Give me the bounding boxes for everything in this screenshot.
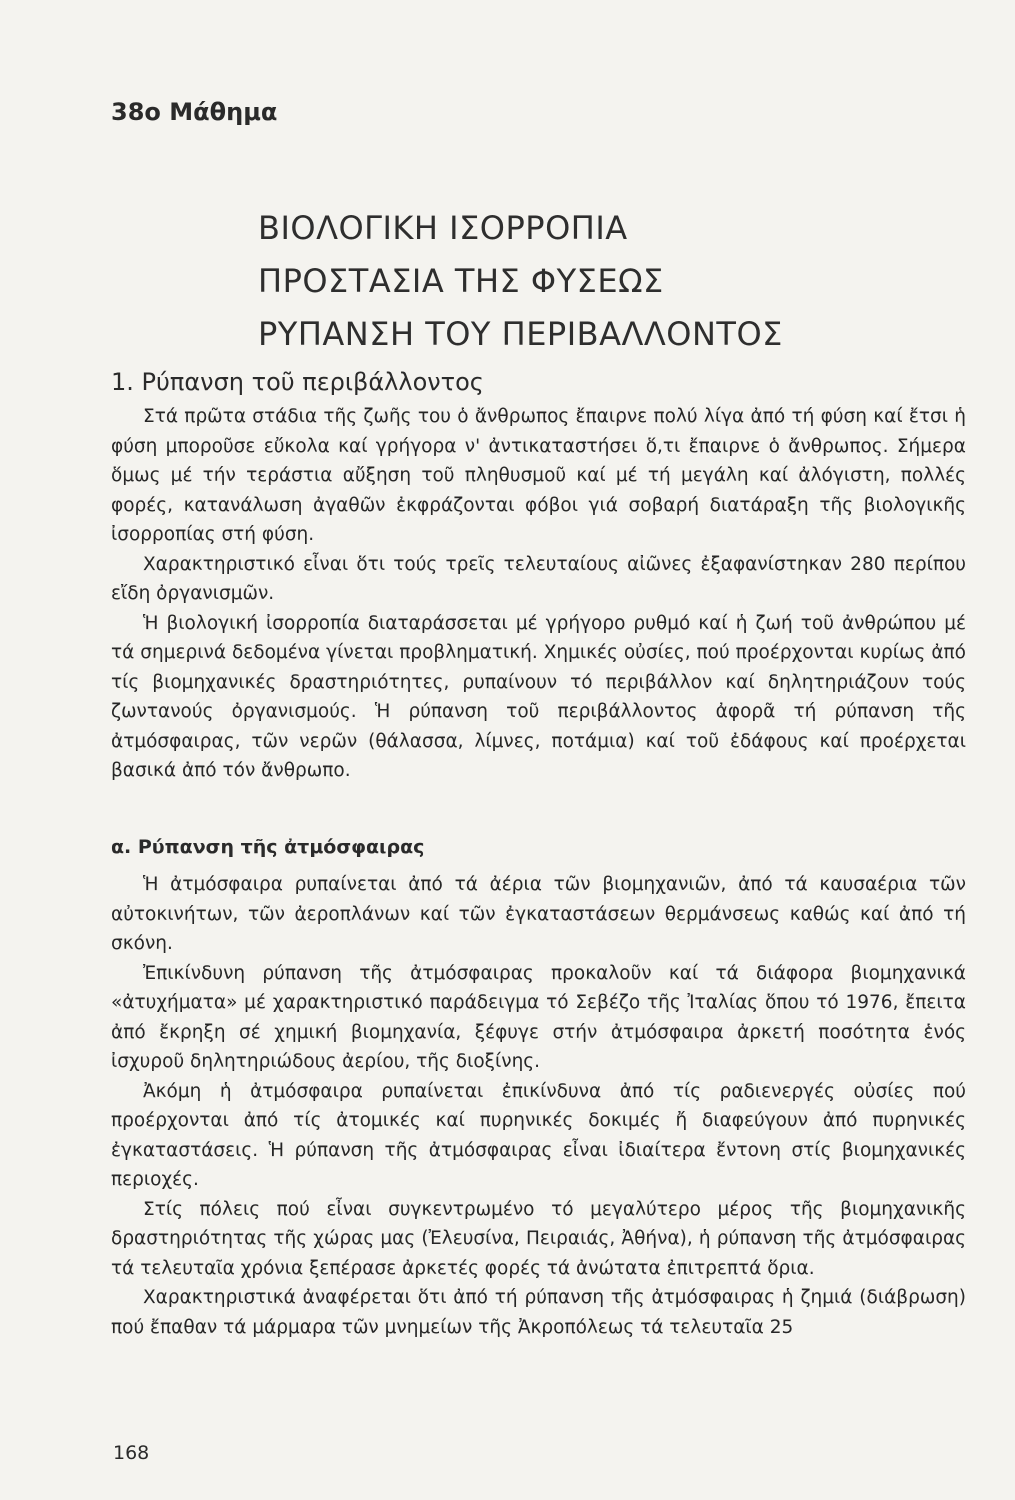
- chapter-title-line: ΡΥΠΑΝΣΗ ΤΟΥ ΠΕΡΙΒΑΛΛΟΝΤΟΣ: [258, 315, 783, 353]
- paragraph: Ἀκόμη ἡ ἀτμόσφαιρα ρυπαίνεται ἐπικίνδυνα ἀπό τίς ραδιενεργές οὐσίες πού προέρχονται ἀπό τίς ἀτομικές καί πυρηνικές δοκιμές ἤ διαφεύγουν ἀπό πυρηνικές ἐγκαταστάσεις. Ἡ ρύπανση τῆς ἀτμόσφαιρας εἶναι ἰδιαίτερα ἔντονη στίς βιομηχανικές περιοχές.: [111, 1080, 966, 1190]
- subsection-heading: α. Ρύπανση τῆς ἀτμόσφαιρας: [111, 836, 425, 858]
- paragraph: Στίς πόλεις πού εἶναι συγκεντρωμένο τό μεγαλύτερο μέρος τῆς βιομηχανικῆς δραστηριότητας τῆς χώρας μας (Ἐλευσίνα, Πειραιάς, Ἀθήνα), ἡ ρύπανση τῆς ἀτμόσφαιρας τά τελευταῖα χρόνια ξεπέρασε ἀρκετές φορές τά ἀνώτατα ἐπιτρεπτά ὅρια.: [111, 1198, 966, 1279]
- chapter-title-line: ΒΙΟΛΟΓΙΚΗ ΙΣΟΡΡΟΠΙΑ: [258, 209, 628, 247]
- paragraph: Χαρακτηριστικά ἀναφέρεται ὅτι ἀπό τή ρύπανση τῆς ἀτμόσφαιρας ἡ ζημιά (διάβρωση) πού ἔπαθαν τά μάρμαρα τῶν μνημείων τῆς Ἀκροπόλεως τά τελευταῖα 25: [111, 1287, 966, 1338]
- paragraph: Στά πρῶτα στάδια τῆς ζωῆς του ὁ ἄνθρωπος ἔπαιρνε πολύ λίγα ἀπό τή φύση καί ἔτσι ἡ φύση μποροῦσε εὔκολα καί γρήγορα ν' ἀντικαταστήσει ὅ,τι ἔπαιρνε ὁ ἄνθρωπος. Σήμερα ὅμως μέ τήν τεράστια αὔξηση τοῦ πληθυσμοῦ καί μέ τή μεγάλη καί ἀλόγιστη, πολλές φορές, κατανάλωση ἀγαθῶν ἐκφράζονται φόβοι γιά σοβαρή διατάραξη τῆς βιολογικῆς ἰσορροπίας στή φύση.: [111, 406, 966, 545]
- chapter-title: [258, 202, 783, 361]
- paragraph: Ἐπικίνδυνη ρύπανση τῆς ἀτμόσφαιρας προκαλοῦν καί τά διάφορα βιομηχανικά «ἀτυχήματα» μέ χαρακτηριστικό παράδειγμα τό Σεβέζο τῆς Ἰταλίας ὅπου τό 1976, ἔπειτα ἀπό ἔκρηξη σέ χημική βιομηχανία, ξέφυγε στήν ἀτμόσφαιρα ἀρκετή ποσότητα ἑνός ἰσχυροῦ δηλητηριώδους ἀερίου, τῆς διοξίνης.: [111, 962, 966, 1072]
- section-body: [111, 402, 966, 786]
- paragraph: Χαρακτηριστικό εἶναι ὅτι τούς τρεῖς τελευταίους αἰῶνες ἐξαφανίστηκαν 280 περίπου εἴδη ὀργανισμῶν.: [111, 553, 966, 604]
- section-title: 1. Ρύπανση τοῦ περιβάλλοντος: [111, 368, 484, 396]
- subsection-body: [111, 870, 966, 1342]
- page-number: 168: [113, 1442, 150, 1464]
- paragraph: Ἡ ἀτμόσφαιρα ρυπαίνεται ἀπό τά ἀέρια τῶν βιομηχανιῶν, ἀπό τά καυσαέρια τῶν αὐτοκινήτων, τῶν ἀεροπλάνων καί τῶν ἐγκαταστάσεων θερμάνσεως καθώς καί ἀπό τή σκόνη.: [111, 874, 966, 954]
- paragraph: Ἡ βιολογική ἰσορροπία διαταράσσεται μέ γρήγορο ρυθμό καί ἡ ζωή τοῦ ἀνθρώπου μέ τά σημερινά δεδομένα γίνεται προβληματική. Χημικές οὐσίες, πού προέρχονται κυρίως ἀπό τίς βιομηχανικές δραστηριότητες, ρυπαίνουν τό περιβάλλον καί δηλητηριάζουν τούς ζωντανούς ὀργανισμούς. Ἡ ρύπανση τοῦ περιβάλλοντος ἀφορᾶ τή ρύπανση τῆς ἀτμόσφαιρας, τῶν νερῶν (θάλασσα, λίμνες, ποτάμια) καί τοῦ ἐδάφους καί προέρχεται βασικά ἀπό τόν ἄνθρωπο.: [111, 612, 966, 781]
- lesson-number: 38ο Μάθημα: [111, 98, 278, 126]
- chapter-title-line: ΠΡΟΣΤΑΣΙΑ ΤΗΣ ΦΥΣΕΩΣ: [258, 262, 664, 300]
